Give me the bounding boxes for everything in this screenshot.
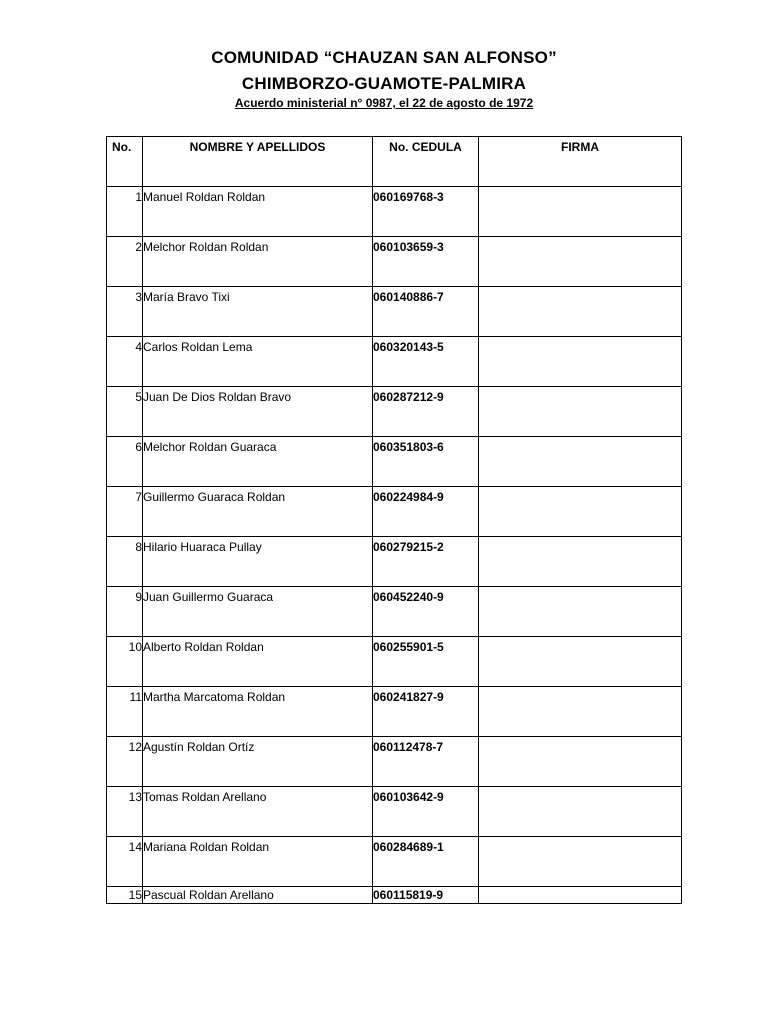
row-number: 12 [107,737,143,787]
row-number: 2 [107,237,143,287]
column-header-cedula: No. CEDULA [373,137,479,187]
member-name: Melchor Roldan Roldan [143,237,373,287]
member-cedula: 060224984-9 [373,487,479,537]
member-name: Martha Marcatoma Roldan [143,687,373,737]
table-row [107,837,682,887]
table-row [107,387,682,437]
signature-cell [479,337,682,387]
document-title: COMUNIDAD “CHAUZAN SAN ALFONSO” [211,48,557,67]
member-cedula: 060279215-2 [373,537,479,587]
signature-cell [479,687,682,737]
row-number: 14 [107,837,143,887]
column-header-name: NOMBRE Y APELLIDOS [143,137,373,187]
row-number: 5 [107,387,143,437]
member-name: Hilario Huaraca Pullay [143,537,373,587]
member-name: Juan Guillermo Guaraca [143,587,373,637]
signature-cell [479,387,682,437]
column-header-firma: FIRMA [479,137,682,187]
member-cedula: 060452240-9 [373,587,479,637]
table-row [107,237,682,287]
signature-cell [479,887,682,904]
row-number: 3 [107,287,143,337]
member-cedula: 060140886-7 [373,287,479,337]
member-name: Juan De Dios Roldan Bravo [143,387,373,437]
signature-cell [479,287,682,337]
member-cedula: 060103642-9 [373,787,479,837]
member-name: Manuel Roldan Roldan [143,187,373,237]
table-header-row [107,137,682,187]
member-cedula: 060320143-5 [373,337,479,387]
member-cedula: 060255901-5 [373,637,479,687]
row-number: 7 [107,487,143,537]
member-name: María Bravo Tixi [143,287,373,337]
signature-cell [479,837,682,887]
member-name: Alberto Roldan Roldan [143,637,373,687]
member-cedula: 060351803-6 [373,437,479,487]
document-subtitle-location: CHIMBORZO-GUAMOTE-PALMIRA [241,74,527,93]
member-name: Tomas Roldan Arellano [143,787,373,837]
signature-cell [479,587,682,637]
table-row [107,737,682,787]
table-row [107,187,682,237]
member-cedula: 060241827-9 [373,687,479,737]
signature-cell [479,737,682,787]
member-cedula: 060284689-1 [373,837,479,887]
column-header-no: No. [107,137,143,187]
member-cedula: 060169768-3 [373,187,479,237]
row-number: 4 [107,337,143,387]
member-name: Agustín Roldan Ortíz [143,737,373,787]
table-row [107,287,682,337]
member-cedula: 060103659-3 [373,237,479,287]
table-row [107,687,682,737]
signature-cell [479,787,682,837]
row-number: 9 [107,587,143,637]
member-name: Mariana Roldan Roldan [143,837,373,887]
table-row [107,587,682,637]
signature-cell [479,637,682,687]
row-number: 8 [107,537,143,587]
signature-cell [479,487,682,537]
table-row [107,887,682,904]
row-number: 10 [107,637,143,687]
registry-table [106,136,682,904]
table-row [107,637,682,687]
row-number: 6 [107,437,143,487]
table-row [107,487,682,537]
member-cedula: 060287212-9 [373,387,479,437]
signature-cell [479,237,682,287]
row-number: 13 [107,787,143,837]
table-row [107,437,682,487]
ministerial-agreement-line: Acuerdo ministerial n° 0987, el 22 de agosto de 1972 [234,96,534,110]
table-row [107,337,682,387]
signature-cell [479,187,682,237]
signature-cell [479,537,682,587]
member-name: Carlos Roldan Lema [143,337,373,387]
row-number: 15 [107,887,143,904]
row-number: 11 [107,687,143,737]
row-number: 1 [107,187,143,237]
table-row [107,537,682,587]
member-cedula: 060112478-7 [373,737,479,787]
member-name: Pascual Roldan Arellano [143,887,373,904]
member-name: Melchor Roldan Guaraca [143,437,373,487]
signature-cell [479,437,682,487]
member-name: Guillermo Guaraca Roldan [143,487,373,537]
table-row [107,787,682,837]
member-cedula: 060115819-9 [373,887,479,904]
